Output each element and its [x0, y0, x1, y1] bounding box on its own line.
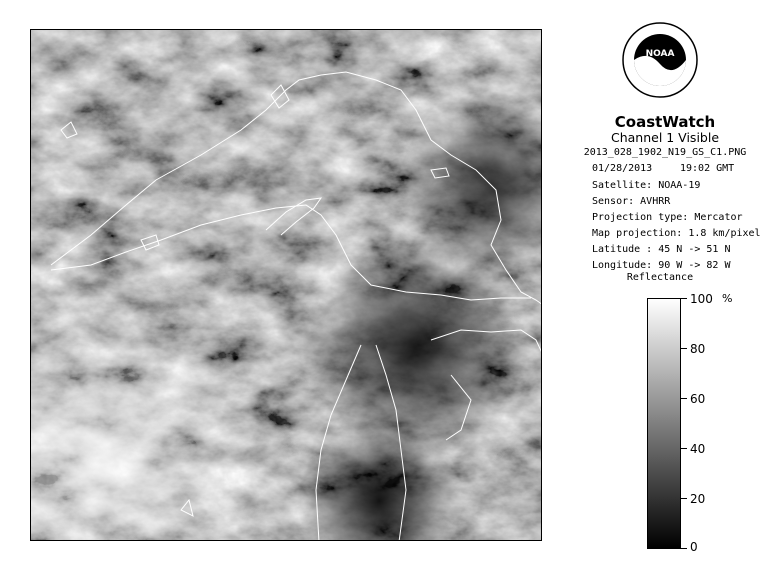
colorbar-tick: [681, 298, 687, 299]
projection-type-label: Projection type: Mercator: [592, 212, 743, 223]
colorbar-tick: [681, 398, 687, 399]
channel-label: Channel 1 Visible: [610, 130, 720, 145]
satellite-image-canvas: [31, 30, 542, 541]
colorbar-tick-label: 40: [690, 442, 706, 456]
sensor-label: Sensor: AVHRR: [592, 196, 671, 207]
satellite-label: Satellite: NOAA-19: [592, 180, 701, 191]
latitude-label: Latitude : 45 N -> 51 N: [592, 244, 731, 255]
time-label: 19:02 GMT: [680, 163, 735, 174]
product-title: CoastWatch: [614, 113, 716, 131]
colorbar-tick: [681, 498, 687, 499]
colorbar-title: Reflectance: [626, 272, 694, 283]
colorbar-tick: [681, 348, 687, 349]
file-name: 2013_028_1902_N19_GS_C1.PNG: [583, 147, 747, 158]
logo-text: NOAA: [645, 49, 675, 59]
reflectance-colorbar: [647, 298, 681, 549]
satellite-image: [30, 29, 542, 541]
colorbar-tick: [681, 448, 687, 449]
colorbar-tick-label: 0: [690, 540, 698, 554]
colorbar-tick: [681, 548, 687, 549]
colorbar-tick-label: 60: [690, 392, 706, 406]
colorbar-tick-label: 80: [690, 342, 706, 356]
date-label: 01/28/2013: [592, 163, 653, 174]
longitude-label: Longitude: 90 W -> 82 W: [592, 260, 731, 271]
map-projection-label: Map projection: 1.8 km/pixel: [592, 228, 761, 239]
noaa-logo: [620, 20, 700, 108]
noaa-seal-icon: [620, 20, 700, 108]
colorbar-tick-label: 100: [690, 292, 713, 306]
colorbar-unit: %: [722, 292, 733, 305]
colorbar-tick-label: 20: [690, 492, 706, 506]
